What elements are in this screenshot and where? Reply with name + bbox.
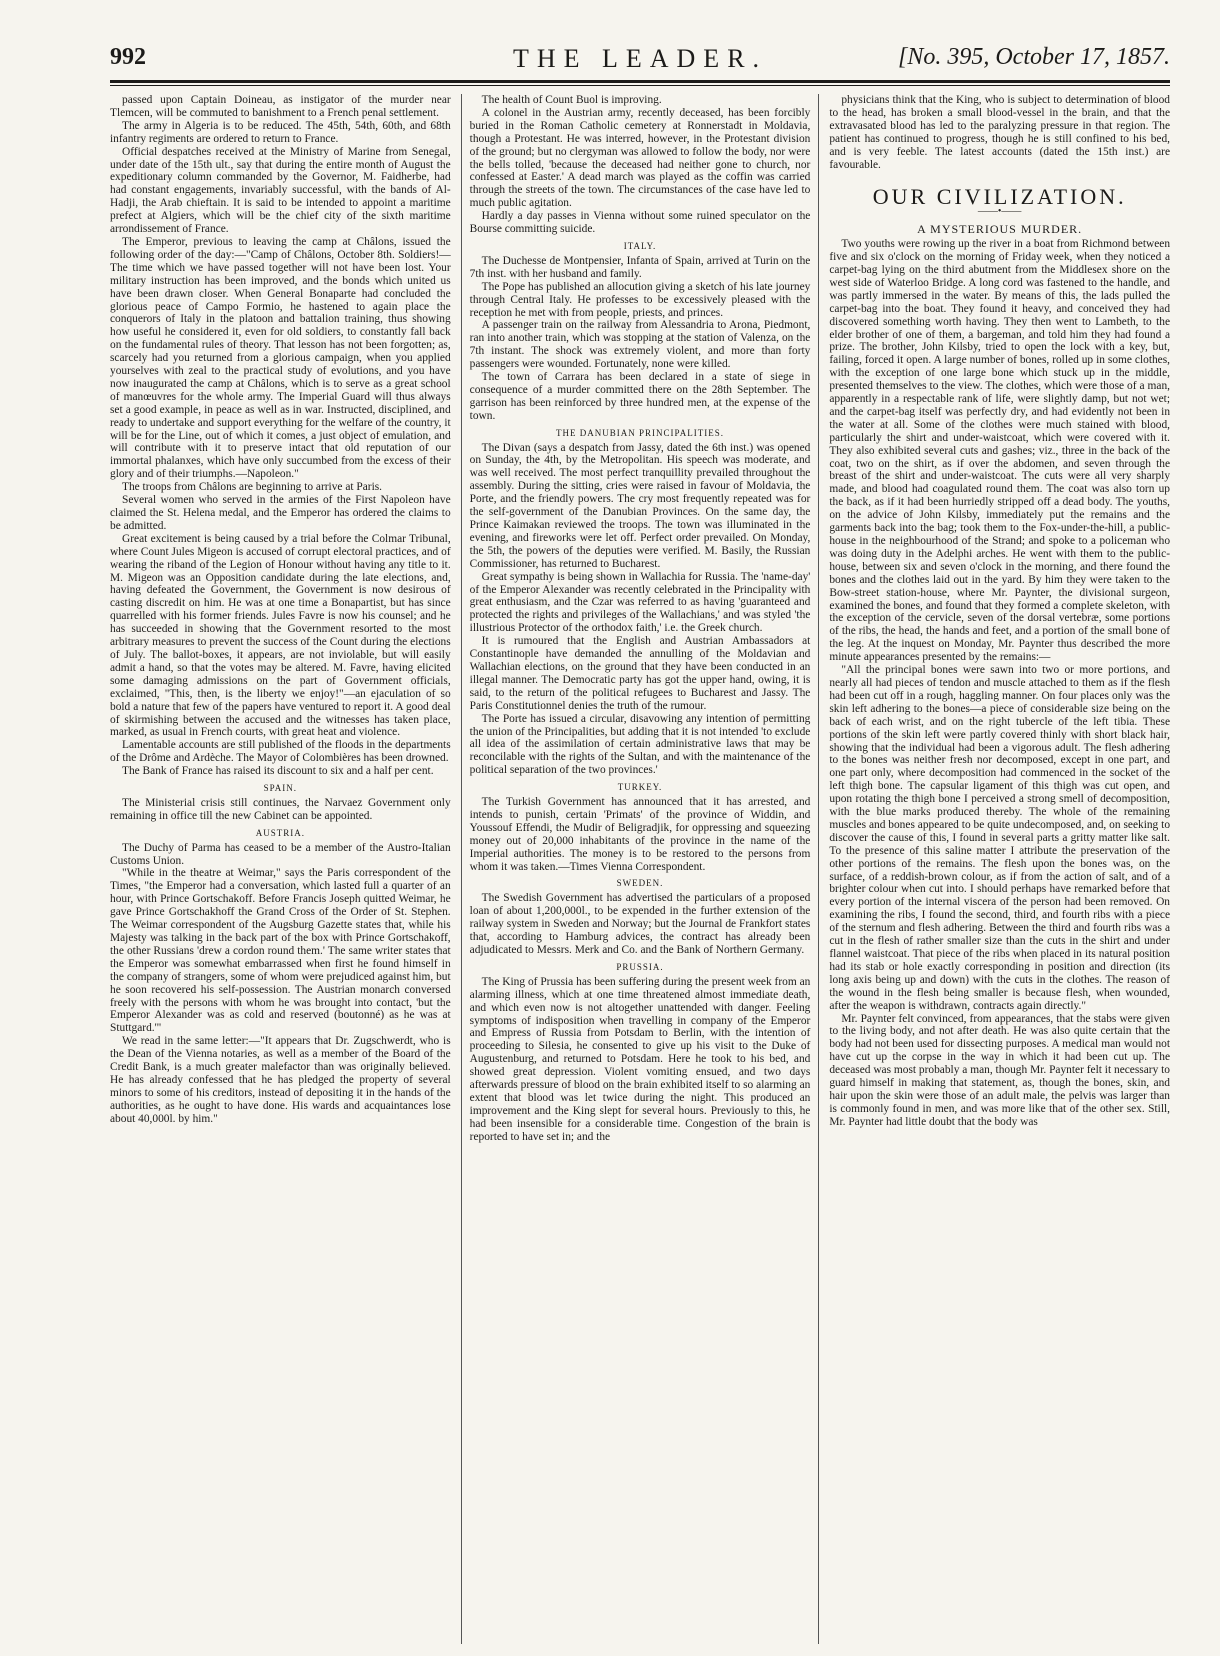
paragraph: The Emperor, previous to leaving the camp at Châlons, issued the following order of the day:—"Camp of Châlons, October 8th. Soldiers!—The time which we have passed together will not have been lost. Your military instruction has been improved, and the bonds which united us have been drawn closer. When General Bonaparte had concluded the glorious peace of Campo Formio, he hastened to again place the conquerors of Italy in the platoon and battalion training, thus showing how useful he considered it, even for old soldiers, to constantly fall back on the fundamental rules of theory. That lesson has not been forgotten; as, scarcely had you returned from a glorious campaign, when you applied yourselves with zeal to the practical study of evolutions, and you have now inaugurated the camp at Châlons, which is to serve as a great school of manœuvres for the whole army. The Imperial Guard will thus always set a good example, in peace as well as in war. Instructed, disciplined, and ready to undertake and support everything for the welfare of the country, it will be for the Line, out of which it comes, a just object of emulation, and will contribute with it to preserve intact that old reputation of our immortal phalanxes, which have only succumbed from the excess of their glory and of their triumphs.—Napoleon." <box>110 235 451 481</box>
paragraph: The Ministerial crisis still continues, the Narvaez Government only remaining in office till the new Cabinet can be appointed. <box>110 796 451 822</box>
paragraph: The King of Prussia has been suffering during the present week from an alarming illness, which at one time threatened almost immediate death, and which even now is not altogether unattended with danger. Feeling symptoms of indisposition when travelling in company of the Emperor and Empress of Russia from Potsdam to Berlin, with the intention of proceeding to Silesia, he consented to give up his visit to the Duke of Augustenburg, and returned to Potsdam. Here he took to his bed, and showed great depression. Violent vomiting ensued, and two days afterwards pressure of blood on the brain exhibited itself to so alarming an extent that blood was let twice during the night. This produced an improvement and the King slept for several hours. Previously to this, he had been insensible for a considerable time. Congestion of the brain is reported to have set in; and the <box>469 975 811 1143</box>
paragraph: It is rumoured that the English and Austrian Ambassadors at Constantinople have demanded the annulling of the Moldavian and Wallachian elections, on the ground that they have been conducted in an illegal manner. The Democratic party has got the upper hand, owing, it is said, to the return of the political refugees to Bucharest and Jassy. The Paris Constitutionnel denies the truth of the rumour. <box>469 635 811 712</box>
section-heading-sweden: SWEDEN. <box>616 878 664 889</box>
paragraph: The Bank of France has raised its discount to six and a half per cent. <box>122 765 434 778</box>
paragraph: Mr. Paynter felt convinced, from appearances, that the stabs were given to the living body, and not after death. He was also quite certain that the body had not been used for dissecting purposes. A medical man would not have cut up the corpse in the way in which it had been cut up. The deceased was most probably a man, though Mr. Paynter felt it necessary to guard himself in making that statement, as, though the bones, skin, and hair upon the skin were those of an adult male, the pelvis was larger than is commonly found in men, and was more like that of the other sex. Still, Mr. Paynter had little doubt that the body was <box>829 1012 1171 1128</box>
section-heading-italy: ITALY. <box>623 240 657 251</box>
paragraph: "All the principal bones were sawn into two or more portions, and nearly all had pieces of tendon and muscle attached to them as if the flesh had been cut off in a rough, haggling manner. On four places only was the skin left adhering to the bones—a piece of considerable size being on the back of each wrist, and on the right tubercle of the left tibia. These portions of the skin left were partly covered thinly with short black hair, showing that the individual had been a vigorous adult. The flesh adhering to the bones was neither fresh nor decomposed, except in one part, and one part only, where decomposition had commenced in the socket of the left thigh bone. The capsular ligament of this thigh was cut open, and upon rotating the thigh bone I perceived a strong smell of decomposition, with the blue marks produced thereby. The whole of the remaining muscles and bones appeared to be quite undecomposed, and, on seeking to discover the cause of this, I found in several parts a gritty matter like salt. To the presence of this saline matter I attribute the preservation of the other portions of the remains. The flesh upon the bones was, on the surface, of a reddish-brown colour, as if from the action of salt, and of a brighter colour when cut into. I should perhaps have remarked before that every portion of the internal viscera of the person had been removed. On examining the ribs, I found the second, third, and fourth ribs with a piece of the sternum and flesh adhering. Between the third and fourth ribs was a cut in the flesh of rather smaller size than the cuts in the shirt and under flannel waistcoat. That piece of the ribs when placed in its natural position had its stab or hole exactly corresponding in position and direction (its long axis being up and down) with the cuts in the clothes. The reason of the wound in the flesh being smaller is because flesh, when wounded, after the weapon is withdrawn, contracts again directly." <box>829 664 1171 1012</box>
paragraph: We read in the same letter:—"It appears that Dr. Zugschwerdt, who is the Dean of the Vienna notaries, as well as a member of the Board of the Credit Bank, is a much greater malefactor than was originally believed. He has already confessed that he has pledged the property of several minors to some of his creditors, instead of depositing it in the hands of the authorities, as he ought to have done. His wards and acquaintances lose about 40,000l. by him." <box>110 1035 451 1125</box>
paragraph: Official despatches received at the Ministry of Marine from Senegal, under date of the 15th ult., say that during the entire month of August the expeditionary column commanded by the Governor, M. Faidherbe, had had constant engagements, invariably successful, with the bands of Al-Hadji, the Arab chieftain. It is said to be intended to appoint a maritime prefect at Algiers, which will be the chief city of the sixth maritime arrondissement of France. <box>110 145 451 236</box>
section-heading-turkey: TURKEY. <box>617 782 663 793</box>
paragraph: The Divan (says a despatch from Jassy, dated the 6th inst.) was opened on Sunday, the 4th, by the Metropolitan. His speech was moderate, and was well received. The most perfect tranquillity prevailed throughout the assembly. During the sitting, cries were raised in favour of Moldavia, the Porte, and the friendly powers. The cry most frequently repeated was for the self-government of the Danubian Provinces. On the same day, the Prince Kaimakan reviewed the troops. The town was illuminated in the evening, and fireworks were let off. Perfect order prevailed. On Monday, the 5th, the powers of the deputies were verified. M. Basily, the Russian Commissioner, has returned to Bucharest. <box>469 441 811 570</box>
paragraph: The Porte has issued a circular, disavowing any intention of permitting the union of the Principalities, but adding that it is not intended 'to exclude all idea of the assimilation of certain administrative laws that may be reconcilable with the rights of the Sultan, and with the maintenance of the political separation of the two provinces.' <box>469 712 811 777</box>
paragraph: physicians think that the King, who is subject to determination of blood to the head, has broken a small blood-vessel in the brain, and that the extravasated blood has led to the paralyzing pressure in that region. The patient has continued to progress, though he is still confined to his bed, and is very feeble. The latest accounts (dated the 15th inst.) are favourable. <box>829 94 1171 171</box>
paragraph: Several women who served in the armies of the First Napoleon have claimed the St. Helena medal, and the Emperor has ordered the claims to be admitted. <box>110 494 451 532</box>
paragraph: The health of Count Buol is improving. <box>481 94 662 106</box>
columns <box>110 94 1170 1644</box>
column-1 <box>110 94 451 1644</box>
paragraph: The Duchy of Parma has ceased to be a member of the Austro-Italian Customs Union. <box>110 841 451 867</box>
column-2 <box>461 94 820 1644</box>
page-number: 992 <box>110 44 146 70</box>
paragraph: A passenger train on the railway from Alessandria to Arona, Piedmont, ran into another train, which was stopping at the station of Valenza, on the 7th instant. The shock was extremely violent, and more than forty passengers were wounded. Fortunately, none were killed. <box>469 319 811 371</box>
section-heading-danubian: THE DANUBIAN PRINCIPALITIES. <box>556 427 724 438</box>
paragraph: Hardly a day passes in Vienna without some ruined speculator on the Bourse committing suicide. <box>469 210 811 236</box>
paragraph: The Duchesse de Montpensier, Infanta of Spain, arrived at Turin on the 7th inst. with her husband and family. <box>469 254 811 280</box>
masthead <box>110 44 1170 74</box>
issue-info: [No. 395, October 17, 1857. <box>898 44 1170 70</box>
section-heading-austria: AUSTRIA. <box>255 827 305 838</box>
paragraph: Lamentable accounts are still published of the floods in the departments of the Drôme and Ardèche. The Mayor of Colombières has been drowned. <box>110 739 451 765</box>
paragraph: The troops from Châlons are beginning to arrive at Paris. <box>122 481 383 494</box>
column-3 <box>829 94 1170 1644</box>
paragraph: Two youths were rowing up the river in a boat from Richmond between five and six o'clock on the morning of Friday week, when they noticed a carpet-bag lying on the third abutment from the Middlesex shore on the west side of Waterloo Bridge. A long cord was fastened to the handle, and was partly immersed in the water. By means of this, the lads pulled the carpet-bag into the boat. They found it heavy, and conceived they had discovered something worth having. They then went to Lambeth, to the elder brother of one of them, a bargeman, and told him they had found a prize. The brother, John Kilsby, tried to open the lock with a key, but, failing, forced it open. A large number of bones, rolled up in some clothes, with the exception of one large bone which stuck up in the middle, presented themselves to the view. The clothes, which were those of a man, apparently in a respectable rank of life, were slightly damp, but not wet; and the carpet-bag itself was perfectly dry, and had evidently not been in the water at all. Some of the clothes were much stained with blood, particularly the shirt and under-waistcoat, which were covered with it. They also exhibited several cuts and gashes; viz., three in the back of the coat, two on the shirt, as if over the abdomen, and seven through the breast of the shirt and under-waistcoat. The cuts were all very sharply made, and blood had coagulated round them. The coat was also torn up the back, as if it had been hurriedly stripped off a dead body. The youths, on the advice of John Kilsby, immediately put the remains and the garments back into the bag; took them to the Fox-under-the-hill, a public-house in the neighbourhood of the Strand; and spoke to a policeman who was doing duty in the Adelphi arches. He went with them to the public-house, between six and seven o'clock in the morning, and there found the bones and the clothes laid out in the yard. By him they were taken to the Bow-street station-house, where Mr. Paynter, the divisional surgeon, examined the bones, and found that they formed a complete skeleton, with the exception of the cervicle, seven of the dorsal vertebræ, some portions of the ribs, the head, the hands and feet, and a portion of the small bone of the leg. At the inquest on Monday, Mr. Paynter thus described the more minute appearances presented by the remains:— <box>829 238 1171 664</box>
article-subheading: A MYSTERIOUS MURDER. <box>917 222 1083 237</box>
newspaper-title: THE LEADER. <box>512 44 768 73</box>
masthead-rule <box>110 80 1170 86</box>
paragraph: The army in Algeria is to be reduced. The 45th, 54th, 60th, and 68th infantry regiments are ordered to return to France. <box>110 119 451 145</box>
paragraph: Great excitement is being caused by a trial before the Colmar Tribunal, where Count Jules Migeon is accused of corrupt electoral practices, and of wearing the riband of the Legion of Honour without having any title to it. M. Migeon was an Opposition candidate during the late elections, and, having defeated the Government, the Government is now desirous of casting discredit on him. He was at one time a Bonapartist, but has since quarrelled with his former friends. Jules Favre is now his counsel; and he has succeeded in showing that the Government resorted to the most arbitrary measures to prevent the success of the Count during the elections of July. The ballot-boxes, it appears, are not inviolable, but will easily admit a hand, so that the votes may be altered. M. Favre, having elicited some damaging admissions on the part of Government officials, exclaimed, "This, then, is the liberty we enjoy!"—an ejaculation of so bold a nature that few of the papers have ventured to report it. A good deal of skirmishing between the accused and the witnesses has taken place, marked, as usual in French courts, with great heat and violence. <box>110 532 451 739</box>
section-heading-spain: SPAIN. <box>263 783 298 794</box>
paragraph: The Turkish Government has announced that it has arrested, and intends to punish, certain 'Primats' of the province of Widdin, and Youssouf Effendi, the Mudir of Beligradjik, for oppressing and squeezing money out of 20,000 inhabitants of the province in the name of the Imperial authorities. The money is to be restored to the persons from whom it was taken.—Times Vienna Correspondent. <box>469 796 811 873</box>
article-heading: OUR CIVILIZATION. <box>872 184 1127 210</box>
paragraph: The Pope has published an allocution giving a sketch of his late journey through Central Italy. He professes to be excessively pleased with the reception he met with from people, priests, and princes. <box>469 280 811 319</box>
paragraph: The Swedish Government has advertised the particulars of a proposed loan of about 1,200,000l., to be expended in the further extension of the railway system in Sweden and Norway; but the Journal de Frankfort states that, according to Hamburg advices, the contract has already been adjudicated to Messrs. Merk and Co. and the Bank of Northern Germany. <box>469 892 811 956</box>
paragraph: passed upon Captain Doineau, as instigator of the murder near Tlemcen, will be commuted to banishment to a French penal settlement. <box>110 94 451 119</box>
section-heading-prussia: PRUSSIA. <box>616 961 664 972</box>
paragraph: The town of Carrara has been declared in a state of siege in consequence of a murder committed there on the 28th September. The garrison has been reinforced by three hundred men, at the expense of the town. <box>469 371 811 422</box>
paragraph: Great sympathy is being shown in Wallachia for Russia. The 'name-day' of the Emperor Alexander was recently celebrated in the Principality with great enthusiasm, and the Czar was referred to as having 'guaranteed and protected the rights and privileges of the Wallachians,' and was styled 'the illustrious Protector of the orthodox faith,' i.e. the Greek church. <box>469 570 811 635</box>
paragraph: "While in the theatre at Weimar," says the Paris correspondent of the Times, "the Emperor had a conversation, which lasted full a quarter of an hour, with Prince Gortschakoff. Before Francis Joseph quitted Weimar, he gave Prince Gortschakhoff the Grand Cross of the Order of St. Stephen. The Weimar correspondent of the Augsburg Gazette states that, while his Majesty was talking in the back part of the box with Prince Gortschakoff, the other Russians 'drew a cordon round them.' The same writer states that the Emperor was somewhat embarrassed when first he found himself in the company of strangers, some of whom were prejudiced against him, but he soon recovered his self-possession. The Austrian monarch conversed freely with the persons with whom he was brought into contact, 'but the Emperor Alexander was as cold and reserved (boutonné) as he was at Stuttgard.'" <box>110 867 451 1035</box>
ornament-rule: ——•—— <box>977 206 1022 218</box>
paragraph: A colonel in the Austrian army, recently deceased, has been forcibly buried in the Roman Catholic cemetery at Ronnerstadt in Moldavia, though a Protestant. He was interred, however, in the Protestant division of the ground; but no clergyman was allowed to follow the body, nor were the bells tolled, 'because the deceased had neither gone to church, nor confessed at Easter.' A dead march was played as the coffin was carried through the streets of the town. The circumstances of the case have led to much public agitation. <box>469 106 811 210</box>
